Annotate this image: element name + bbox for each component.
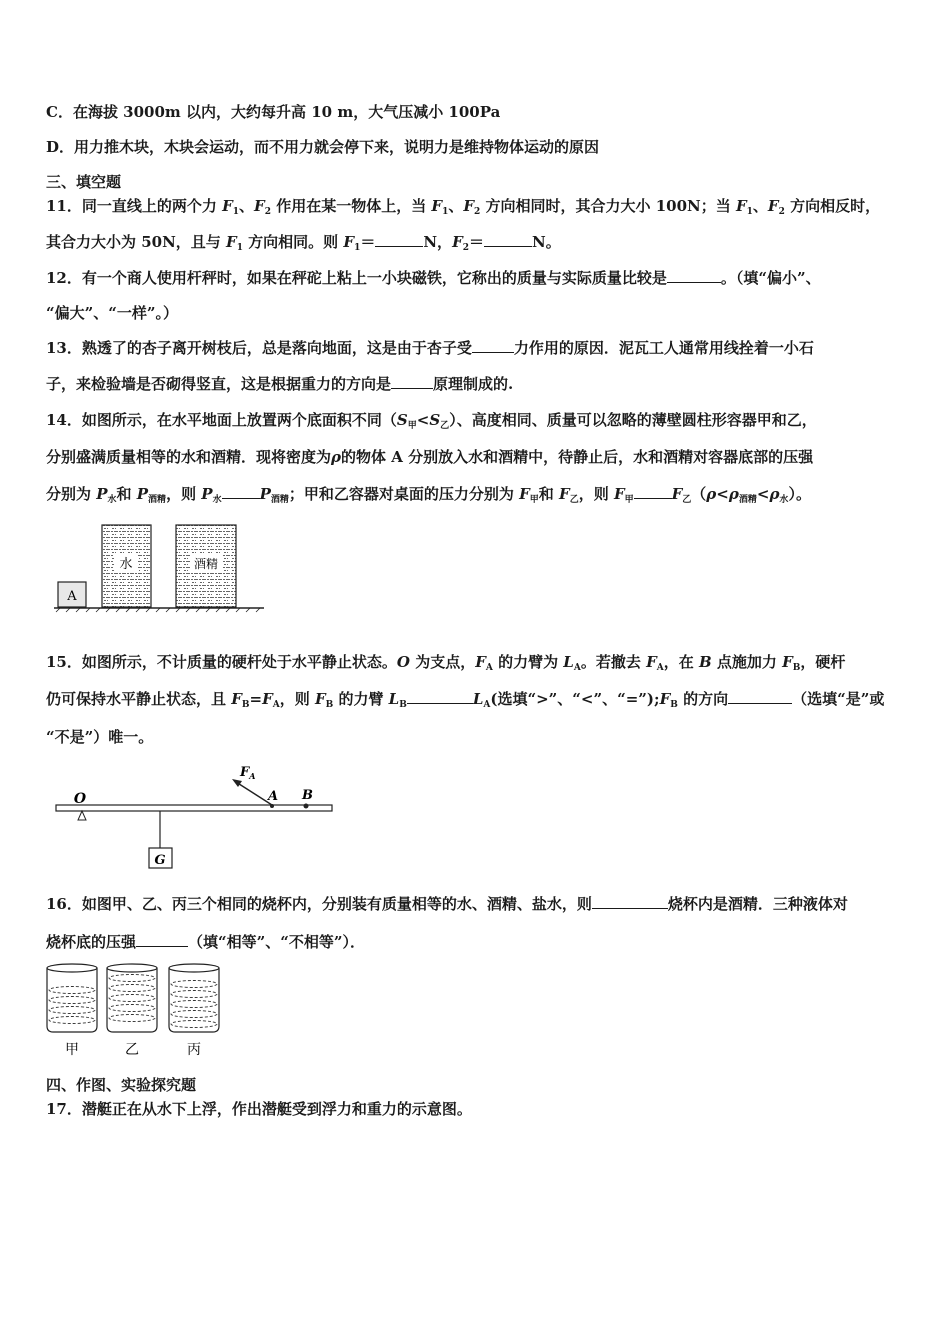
water-label: 水 xyxy=(119,557,133,572)
beaker-label-yi: 乙 xyxy=(125,1042,139,1058)
section-title-fill-blank: 三、填空题 xyxy=(46,173,122,191)
answer-blank-q13a[interactable] xyxy=(472,338,514,353)
beaker-label-bing: 丙 xyxy=(187,1042,201,1058)
lever-rod xyxy=(56,805,332,811)
label-o: O xyxy=(73,791,87,807)
section-title-drawing: 四、作图、实验探究题 xyxy=(46,1076,197,1094)
label-b: B xyxy=(302,788,313,803)
question-16-line-1: 16．如图甲、乙、丙三个相同的烧杯内，分别装有质量相等的水、酒精、盐水，则 烧杯内是酒精．三种液体对 xyxy=(46,895,848,913)
question-11-line-2: 其合力大小为 50N，且与 $F_1$ 方向相同。则 $F_1= N$，$F_2= N$。 xyxy=(46,233,561,253)
question-12-line-2: “偏大”、“一样”。） xyxy=(46,304,179,322)
force-fa-arrow xyxy=(236,782,272,805)
point-b xyxy=(304,804,309,809)
question-12-line-1: 12．有一个商人使用杆秤时，如果在秤砣上粘上一小块磁铁，它称出的质量与实际质量比较是 。（填“偏小”、 xyxy=(46,269,821,287)
answer-blank-f1[interactable] xyxy=(375,232,423,247)
lever-figure xyxy=(50,760,340,872)
force-fa-arrowhead xyxy=(232,779,242,787)
question-13-line-2: 子，来检验墙是否砌得竖直，这是根据重力的方向是 原理制成的. xyxy=(46,375,514,393)
label-a: A xyxy=(268,789,279,804)
answer-blank-q15b[interactable] xyxy=(728,689,792,704)
answer-blank-f2[interactable] xyxy=(484,232,532,247)
question-13-line-1: 13．熟透了的杏子离开树枝后，总是落向地面，这是由于杏子受 力作用的原因．泥瓦工人通常用线拴着一小石 xyxy=(46,339,814,357)
label-fa: $F_A$ xyxy=(240,765,256,781)
question-14-line-1: 14．如图所示，在水平地面上放置两个底面积不同$(S_甲<S_乙)$、高度相同、质量可以忽略的薄壁圆柱形容器甲和乙， xyxy=(46,411,817,431)
containers-figure xyxy=(52,520,272,615)
question-14-line-3: 分别为 $P_水$和 $P_{酒精}$，则 $P_水$ $P_{酒精}$；甲和乙容器对桌面的压力分别为 $F_甲$和 $F_乙$，则 $F_甲$ $F_乙(\rho<\rho_{酒精}<\rho_水)$。 xyxy=(46,485,811,505)
beaker-bing xyxy=(169,964,219,1032)
option-c: C．在海拔 3000m 以内，大约每升高 10 m，大气压减小 100Pa xyxy=(46,103,501,121)
question-17: 17．潜艇正在从水下上浮，作出潜艇受到浮力和重力的示意图。 xyxy=(46,1100,472,1118)
question-15-line-2: 仍可保持水平静止状态，且 $F_B=F_A$，则 $F_B$ 的力臂 $L_B$ $L_A$(选填“>”、“<”、“$=”);F_B$ 的方向 （选填“是”或 xyxy=(46,690,885,710)
beaker-yi xyxy=(107,964,157,1032)
question-14-line-2: 分别盛满质量相等的水和酒精．现将密度为ρ的物体 A 分别放入水和酒精中，待静止后，水和酒精对容器底部的压强 xyxy=(46,448,814,466)
question-16-line-2: 烧杯底的压强 （填“相等”、“不相等”）． xyxy=(46,933,366,951)
answer-blank-q16a[interactable] xyxy=(592,894,668,909)
answer-blank-q12[interactable] xyxy=(667,268,721,283)
answer-blank-q15a[interactable] xyxy=(407,689,473,704)
answer-blank-q14b[interactable] xyxy=(634,484,672,499)
block-a-label: A xyxy=(67,589,77,604)
beakers-figure xyxy=(40,960,230,1060)
question-11-line-1: 11．同一直线上的两个力 $F_1$、$F_2$ 作用在某一物体上，当 $F_1$、$F_2$ 方向相同时，其合力大小 100N；当 $F_1$、$F_2$ 方向相反时， xyxy=(46,197,881,217)
answer-blank-q14a[interactable] xyxy=(222,484,260,499)
option-d: D．用力推木块，木块会运动，而不用力就会停下来，说明力是维持物体运动的原因 xyxy=(46,138,600,156)
answer-blank-q16b[interactable] xyxy=(136,932,188,947)
point-a xyxy=(270,804,274,808)
fulcrum xyxy=(78,811,86,820)
alcohol-label: 酒精 xyxy=(193,557,219,571)
answer-blank-q13b[interactable] xyxy=(391,374,433,389)
beaker-jia xyxy=(47,964,97,1032)
beaker-label-jia: 甲 xyxy=(65,1042,79,1058)
label-g: G xyxy=(154,853,166,868)
question-15-line-3: “不是”）唯一。 xyxy=(46,728,154,746)
question-15-line-1: 15．如图所示，不计质量的硬杆处于水平静止状态。O 为支点，$F_A$ 的力臂为 $L_A$。若撤去 $F_A$，在 B 点施加力 $F_B$，硬杆 xyxy=(46,653,846,673)
